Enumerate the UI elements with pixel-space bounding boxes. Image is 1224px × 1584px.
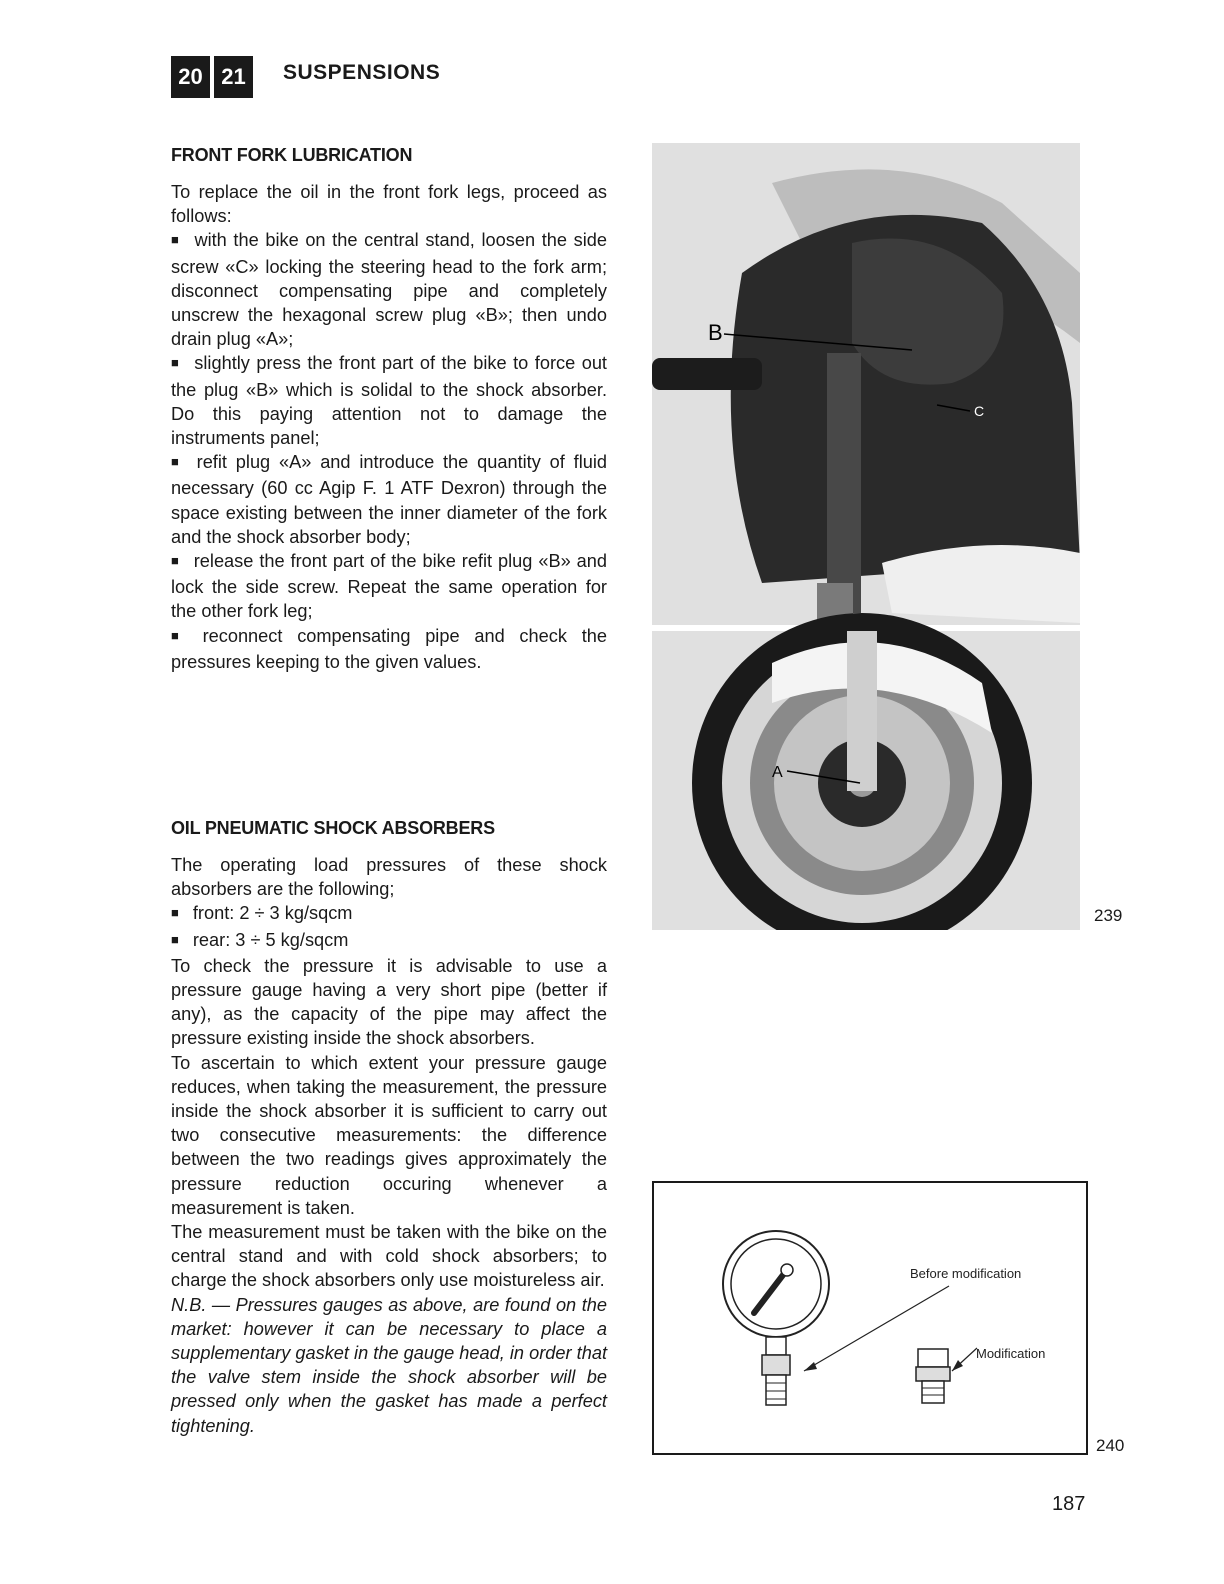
motorcycle-front-photo — [652, 143, 1080, 930]
chapter-title: SUSPENSIONS — [283, 61, 441, 84]
shock-intro: The operating load pressures of these shock absorbers are the following; — [171, 855, 607, 900]
label-b: B — [708, 320, 723, 345]
front-fork-text — [171, 180, 607, 674]
front-fork-step-5: ■ reconnect compensating pipe and check the pressures keeping to the given values. — [171, 624, 607, 674]
label-before-modification: Before modification — [910, 1266, 1022, 1281]
figure-number-240: 240 — [1096, 1436, 1125, 1455]
pressure-gauge-diagram — [652, 1181, 1088, 1455]
motorcycle-front-illustration — [652, 143, 1080, 930]
section-heading-shock-absorbers: OIL PNEUMATIC SHOCK ABSORBERS — [171, 818, 495, 838]
gauge-illustration — [654, 1183, 1086, 1453]
chapter-number-21: 21 — [214, 56, 253, 98]
front-fork-step-3: ■ refit plug «A» and introduce the quantity of fluid necessary (60 cc Agip F. 1 ATF Dexron) through the space existing between the inner diameter of the fork and the shock absorber body; — [171, 450, 607, 549]
shock-absorbers-text — [171, 853, 607, 1438]
shock-paragraph-1: To check the pressure it is advisable to use a pressure gauge having a very short pipe (better if any), as the capacity of the pipe may affect the pressure existing inside the shock absorbers. — [171, 955, 607, 1049]
label-a: A — [772, 764, 783, 781]
front-fork-step-2: ■ slightly press the front part of the bike to force out the plug «B» which is solidal to the shock absorber. Do this paying attention not to damage the instruments panel; — [171, 351, 607, 450]
front-fork-step-4: ■ release the front part of the bike refit plug «B» and lock the side screw. Repeat the same operation for the other fork leg; — [171, 549, 607, 624]
pressure-rear: ■ rear: 3 ÷ 5 kg/sqcm — [171, 928, 607, 954]
pressure-front: ■ front: 2 ÷ 3 kg/sqcm — [171, 901, 607, 927]
page-number: 187 — [1052, 1493, 1086, 1515]
shock-paragraph-2: To ascertain to which extent your pressure gauge reduces, when taking the measurement, the pressure inside the shock absorber it is sufficient to carry out two consecutive measurements: the difference between the two readings gives approximately the pressure reduction occuring whenever a measurement is taken. — [171, 1052, 607, 1218]
label-modification: Modification — [976, 1346, 1046, 1361]
section-heading-front-fork: FRONT FORK LUBRICATION — [171, 145, 413, 165]
figure-number-239: 239 — [1094, 906, 1123, 925]
label-c: C — [974, 403, 985, 419]
front-fork-intro: To replace the oil in the front fork legs, proceed as follows: — [171, 182, 607, 227]
shock-paragraph-3: The measurement must be taken with the bike on the central stand and with cold shock absorbers; to charge the shock absorbers only use moistureless air. — [171, 1222, 607, 1291]
chapter-number-20: 20 — [171, 56, 210, 98]
front-fork-step-1: ■ with the bike on the central stand, loosen the side screw «C» locking the steering head to the fork arm; disconnect compensating pipe and completely unscrew the hexagonal screw plug «B»; then undo drain plug «A»; — [171, 228, 607, 351]
shock-note: N.B. — Pressures gauges as above, are found on the market: however it can be necessary to place a supplementary gasket in the gauge head, in order that the valve stem inside the shock absorber will be pressed only when the gasket has made a perfect tightening. — [171, 1294, 607, 1436]
